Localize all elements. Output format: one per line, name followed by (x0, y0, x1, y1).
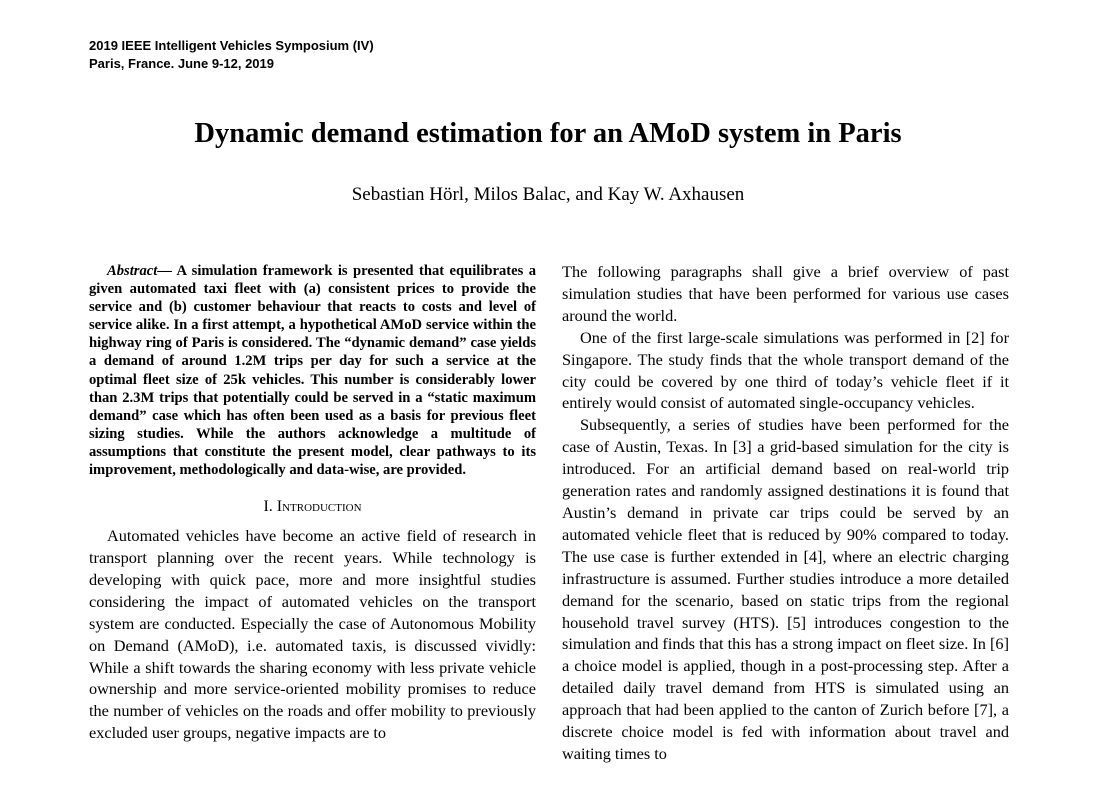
right-column (562, 261, 1009, 765)
section-number: I. (263, 498, 273, 516)
intro-paragraph: Automated vehicles have become an active field of research in transport planning over the recent years. While technology is developing with quick pace, more and more insightful studies considering the impact of automated vehicles on the transport system are conducted. Especially the case of Autonomous Mobility on Demand (AMoD), i.e. automated taxis, is discussed vividly: While a shift towards the sharing economy with less private vehicle ownership and more service-oriented mobility promises to reduce the number of vehicles on the roads and offer mobility to previously excluded user groups, negative impacts are to (89, 526, 536, 743)
paragraph-austin: Subsequently, a series of studies have been performed for the case of Austin, Texas. In [3] a grid-based simulation for the city is introduced. For an artificial demand based on real-world trip generation rates and randomly assigned destinations it is found that Austin’s demand in private car trips could be served by an automated vehicle fleet that is reduced by 90% compared to today. The use case is further extended in [4], where an electric charging infrastructure is assumed. Further studies introduce a more detailed demand for the scenario, based on static trips from the regional household travel survey (HTS). [5] introduces congestion to the simulation and finds that this has a strong impact on fleet size. In [6] a choice model is applied, though in a post-processing step. After a detailed daily travel demand from HTS is simulated using an approach that had been applied to the canton of Zurich before [7], a discrete choice model is fed with information about travel and waiting times to (562, 415, 1009, 763)
paragraph-overview: The following paragraphs shall give a brief overview of past simulation studies that have been performed for various use cases around the world. (562, 262, 1009, 325)
abstract-dash: — (157, 263, 177, 279)
abstract-text: A simulation framework is presented that equilibrates a given automated taxi fleet with (a) consistent prices to provide the service and (b) customer behaviour that reacts to costs and level of service alike. In a first attempt, a hypothetical AMoD service within the highway ring of Paris is considered. The “dynamic demand” case yields a demand of around 1.2M trips per day for such a service at the optimal fleet size of 25k vehicles. This number is considerably lower than 2.3M trips that potentially could be served in a “static maximum demand” case which has often been used as a basis for previous fleet sizing studies. While the authors acknowledge a multitude of assumptions that constitute the present model, clear pathways to its improvement, methodologically and data-wise, are provided. (89, 263, 537, 479)
paper-title: Dynamic demand estimation for an AMoD system in Paris (194, 118, 902, 149)
paper-authors: Sebastian Hörl, Milos Balac, and Kay W. Axhausen (351, 184, 745, 205)
left-column (89, 262, 536, 744)
section-heading-introduction (89, 497, 536, 517)
conference-info (89, 37, 374, 73)
section-title: Introduction (276, 498, 362, 516)
conference-name: 2019 IEEE Intelligent Vehicles Symposium (IV) (89, 38, 374, 53)
abstract (89, 262, 536, 479)
abstract-label: Abstract (107, 263, 158, 279)
conference-location-date: Paris, France. June 9-12, 2019 (89, 56, 274, 71)
paragraph-singapore: One of the first large-scale simulations was performed in [2] for Singapore. The study finds that the whole transport demand of the city could be covered by one third of today’s vehicle fleet if it entirely would consist of automated single-occupancy vehicles. (562, 327, 1009, 413)
